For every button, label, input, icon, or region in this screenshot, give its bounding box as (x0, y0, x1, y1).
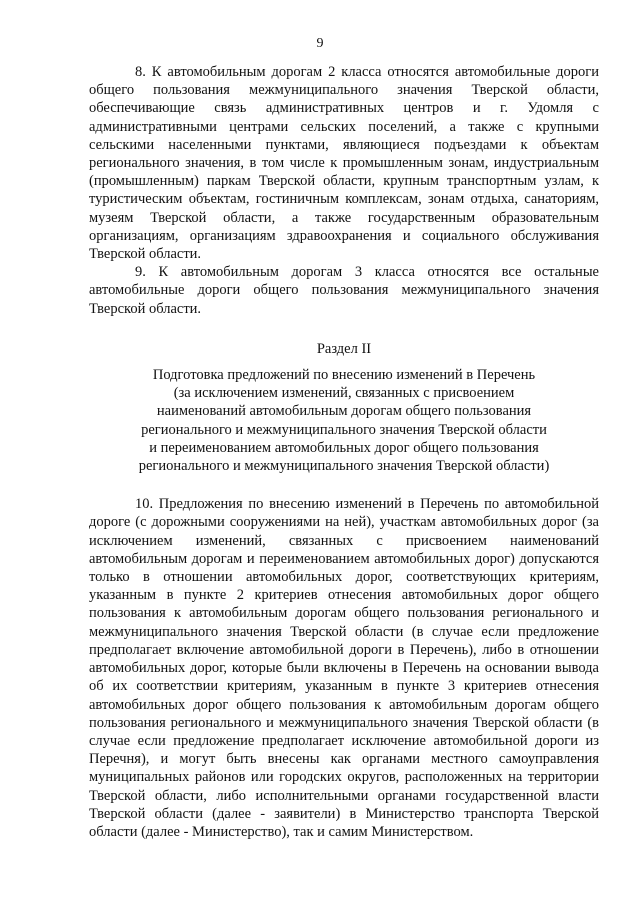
section-heading-line: регионального и межмуниципального значения Тверской области) (138, 458, 550, 475)
paragraph-10: 10. Предложения по внесению изменений в Перечень по автомобильной дороге (с дорожными сооружениями на ней), участкам автомобильных дорог (за исключением изменений, связанных с присвоением наименований автомобильным дорогам и переименованием автомобильных дорог) допускаются только в отношении автомобильных дорог, соответствующих критериям, указанным в пункте 2 критериев отнесения автомобильных дорог общего пользования к автомобильным дорогам общего пользования регионального и межмуниципального значения Тверской области (в случае если предложение предполагает включение автомобильной дороги в Перечень), либо в отношении автомобильных дорог, которые были включены в Перечень на основании вывода об их соответствии критериям, указанным в пункте 3 критериев отнесения автомобильных дорог общего пользования к автомобильным дорогам общего пользования регионального и межмуниципального значения Тверской области (в случае если предложение предполагает исключение автомобильной дороги из Перечня), и могут быть внесены как органами местного самоуправления муниципальных районов или городских округов, расположенных на территории Тверской области, либо исполнительными органами государственной власти Тверской области (далее - заявители) в Министерство транспорта Тверской области (далее - Министерство), так и самим Министерством. (89, 496, 599, 840)
paragraph-9: 9. К автомобильным дорогам 3 класса относятся все остальные автомобильные дороги общего пользования межмуниципального значения Тверской области. (89, 264, 599, 317)
section-title: Раздел II (316, 340, 372, 357)
section-heading-line: Подготовка предложений по внесению изменений в Перечень (152, 367, 536, 384)
section-heading-line: (за исключением изменений, связанных с присвоением (173, 385, 515, 402)
document-body (89, 63, 599, 841)
section-heading-line: наименований автомобильным дорогам общего пользования (156, 403, 532, 420)
paragraph-8: 8. К автомобильным дорогам 2 класса относятся автомобильные дороги общего пользования межмуниципального значения Тверской области, обеспечивающие связь административных центров и г. Удомля с административными центрами сельских поселений, а также с крупными сельскими населенными пунктами, являющиеся подъездами к объектам регионального значения, в том числе к промышленным зонам, индустриальным (промышленным) паркам Тверской области, крупным транспортным узлам, к туристическим объектам, гостиничным комплексам, зонам отдыха, санаториям, музеям Тверской области, а также государственным образовательным организациям, организациям здравоохранения и социального обслуживания Тверской области. (89, 64, 599, 263)
section-heading-line: и переименованием автомобильных дорог общего пользования (149, 439, 539, 456)
page-number: 9 (316, 36, 324, 51)
section-heading (89, 340, 599, 475)
section-heading-line: регионального и межмуниципального значения Тверской области (141, 421, 547, 438)
